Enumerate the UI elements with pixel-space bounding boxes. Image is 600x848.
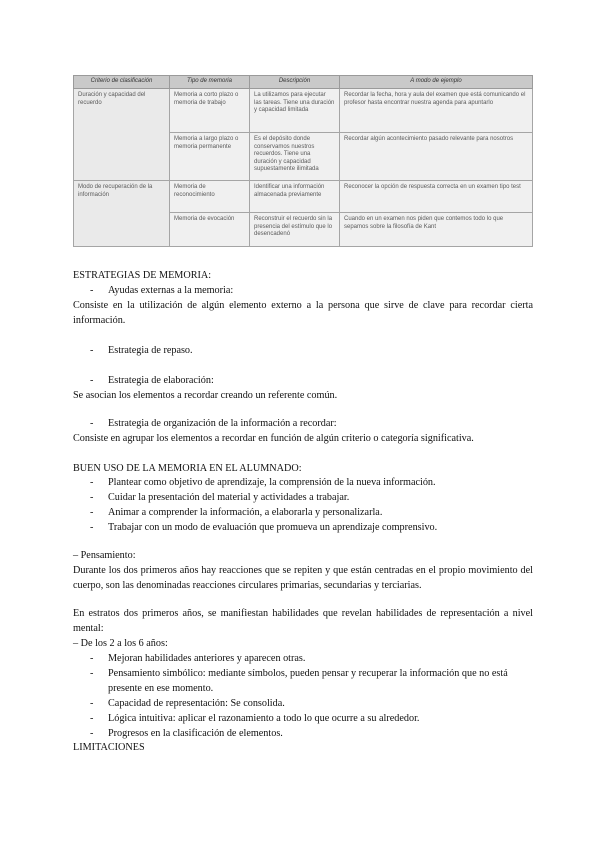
cell-tipo: Memoria a largo plazo o memoria permanente [170, 133, 250, 181]
dash-bullet: - [90, 345, 94, 356]
repaso-label: Estrategia de repaso. [108, 345, 193, 356]
elaboracion-description: Se asocian los elementos a recordar creando un referente común. [73, 390, 338, 401]
dash-bullet: - [90, 713, 94, 724]
ayudas-label: Ayudas externas a la memoria: [108, 285, 234, 296]
edad-title: – De los 2 a los 6 años: [73, 638, 168, 649]
dash-bullet: - [90, 418, 94, 429]
list-item [0, 373, 600, 388]
cell-ejemplo: Reconocer la opción de respuesta correcta en un examen tipo test [340, 181, 533, 213]
organizacion-description: Consiste en agrupar los elementos a recordar en función de algún criterio o categoría significativa. [73, 433, 474, 444]
list-item [0, 520, 600, 535]
cell-tipo: Memoria a corto plazo o memoria de trabajo [170, 89, 250, 133]
dash-bullet: - [90, 653, 94, 664]
dash-bullet: - [90, 728, 94, 739]
edad-item: Pensamiento simbólico: mediante símbolos, pueden pensar y recuperar la información que no está presente en ese momento. [108, 668, 508, 694]
dash-bullet: - [90, 492, 94, 503]
list-item [0, 711, 600, 726]
dash-bullet: - [90, 375, 94, 386]
buen-uso-item: Trabajar con un modo de evaluación que promueva un aprendizaje comprensivo. [108, 522, 438, 533]
dash-bullet: - [90, 522, 94, 533]
edad-item: Capacidad de representación: Se consolida. [108, 698, 285, 709]
cell-descripcion: Es el depósito donde conservamos nuestros recuerdos. Tiene una duración y capacidad supuestamente ilimitada [250, 133, 340, 181]
dash-bullet: - [90, 285, 94, 296]
list-item [0, 505, 600, 520]
table-header-row [74, 76, 533, 89]
dash-bullet: - [90, 698, 94, 709]
buen-uso-title: BUEN USO DE LA MEMORIA EN EL ALUMNADO: [73, 463, 302, 474]
memory-table [73, 75, 533, 247]
list-item [0, 283, 600, 298]
buen-uso-item: Plantear como objetivo de aprendizaje, la comprensión de la nueva información. [108, 477, 436, 488]
list-item [0, 666, 600, 696]
list-item [0, 416, 600, 431]
table-row [74, 89, 533, 133]
header-criterio: Criterio de clasificación [74, 76, 170, 89]
table-row [74, 181, 533, 213]
edad-item: Lógica intuitiva: aplicar el razonamiento a todo lo que ocurre a su alrededor. [108, 713, 420, 724]
header-tipo: Tipo de memoria [170, 76, 250, 89]
organizacion-label: Estrategia de organización de la información a recordar: [108, 418, 337, 429]
list-item [0, 726, 600, 741]
cell-criterio: Modo de recuperación de la información [74, 181, 170, 247]
cell-descripcion: Identificar una información almacenada previamente [250, 181, 340, 213]
dash-bullet: - [90, 507, 94, 518]
cell-descripcion: Reconstruir el recuerdo sin la presencia del estímulo que lo desencadenó [250, 213, 340, 247]
pensamiento-description: Durante los dos primeros años hay reacciones que se repiten y que están centradas en el propio movimiento del cuerpo, son las denominadas reacciones circulares primarias, secundarias y terciarias. [73, 565, 533, 591]
estratos-description: En estratos dos primeros años, se manifiestan habilidades que revelan habilidades de representación a nivel mental: [73, 608, 533, 634]
buen-uso-item: Cuidar la presentación del material y actividades a trabajar. [108, 492, 350, 503]
cell-ejemplo: Recordar algún acontecimiento pasado relevante para nosotros [340, 133, 533, 181]
header-descripcion: Descripción [250, 76, 340, 89]
list-item [0, 651, 600, 666]
dash-bullet: - [90, 668, 94, 679]
cell-tipo: Memoria de reconocimiento [170, 181, 250, 213]
limitaciones-title: LIMITACIONES [73, 742, 145, 753]
cell-criterio: Duración y capacidad del recuerdo [74, 89, 170, 181]
elaboracion-label: Estrategia de elaboración: [108, 375, 214, 386]
cell-ejemplo: Cuando en un examen nos piden que contemos todo lo que sepamos sobre la filosofía de Kant [340, 213, 533, 247]
cell-descripcion: La utilizamos para ejecutar las tareas. Tiene una duración y capacidad limitada [250, 89, 340, 133]
list-item [0, 343, 600, 358]
memory-classification-table-image [73, 75, 533, 247]
cell-ejemplo: Recordar la fecha, hora y aula del examen que está comunicando el profesor hasta encontrar nuestra agenda para apuntarlo [340, 89, 533, 133]
dash-bullet: - [90, 477, 94, 488]
buen-uso-item: Animar a comprender la información, a elaborarla y personalizarla. [108, 507, 383, 518]
list-item [0, 475, 600, 490]
list-item [0, 490, 600, 505]
list-item [0, 696, 600, 711]
cell-tipo: Memoria de evocación [170, 213, 250, 247]
ayudas-description: Consiste en la utilización de algún elemento externo a la persona que sirve de clave para recordar cierta información. [73, 300, 533, 326]
pensamiento-title: – Pensamiento: [73, 550, 136, 561]
header-ejemplo: A modo de ejemplo [340, 76, 533, 89]
edad-item: Progresos en la clasificación de elementos. [108, 728, 283, 739]
edad-item: Mejoran habilidades anteriores y aparecen otras. [108, 653, 306, 664]
estrategias-title: ESTRATEGIAS DE MEMORIA: [73, 270, 212, 281]
